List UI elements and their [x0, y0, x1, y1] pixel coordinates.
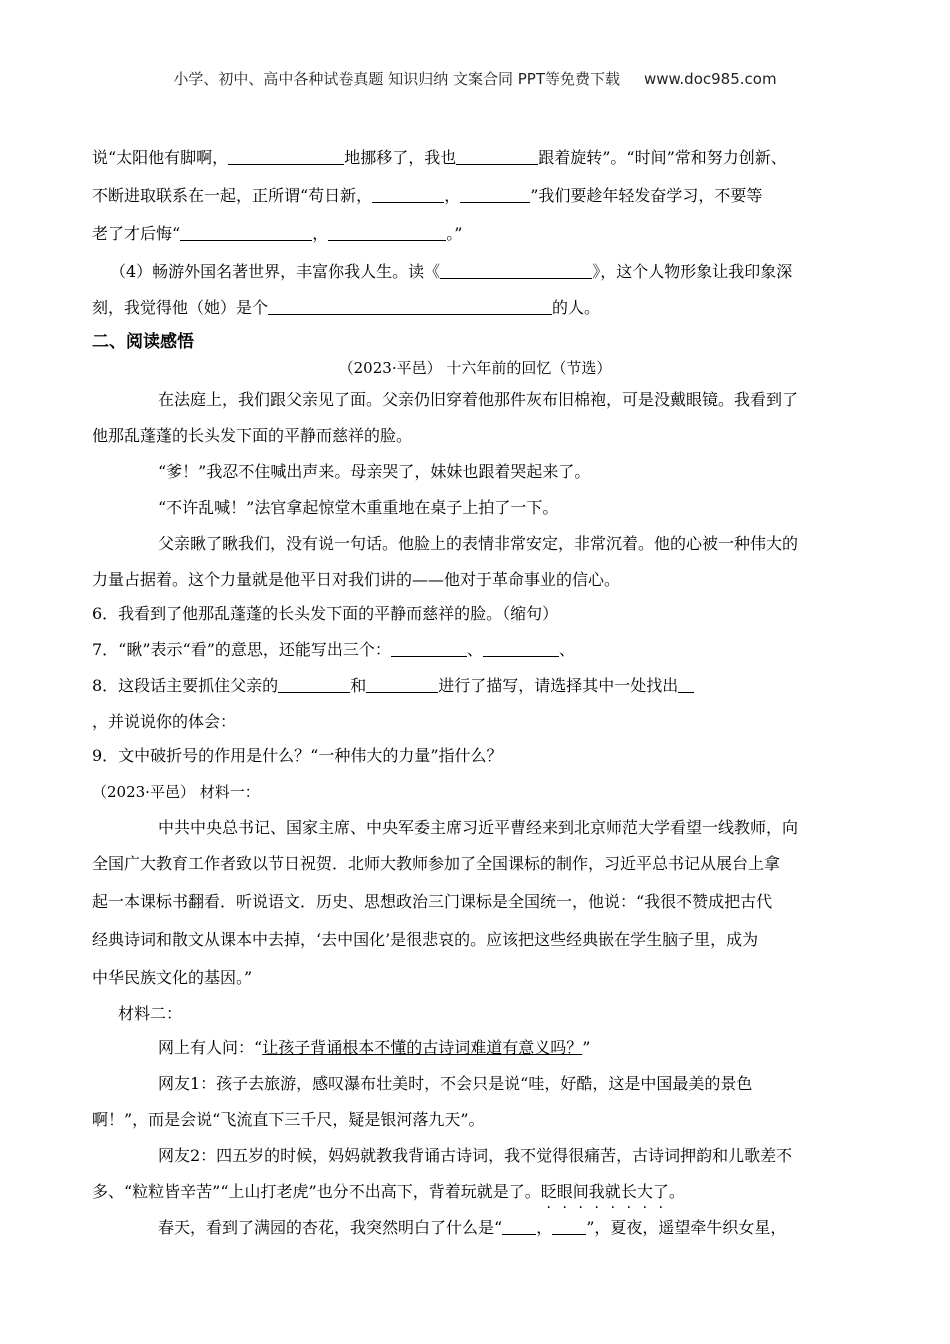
emphasis-char: 了 [652, 1182, 669, 1201]
text-line [92, 184, 862, 208]
paragraph: 父亲瞅了瞅我们，没有说一句话。他脸上的表情非常安定，非常沉着。他的心被一种伟大的 [158, 534, 799, 553]
material-1-label: （2023·平邑） 材料一： [92, 783, 260, 801]
passage-title: （2023·平邑） 十六年前的回忆（节选） [338, 359, 612, 377]
text: 跟着旋转”。“时间”常和努力创新、 [538, 148, 787, 167]
text: 多、“粒粒皆辛苦”“上山打老虎”也分不出高下，背着玩就是了。 [92, 1182, 541, 1201]
blank [228, 146, 344, 165]
paragraph: 网友1：孩子去旅游，感叹瀑布壮美时，不会只是说“哇，好酷，这是中国最美的景色 [158, 1074, 753, 1093]
text: ， [312, 224, 329, 243]
paragraph: 他那乱蓬蓬的长头发下面的平静而慈祥的脸。 [92, 426, 413, 445]
blank [483, 638, 559, 657]
blank [366, 674, 438, 693]
text-line [92, 222, 862, 246]
text-line [92, 296, 862, 320]
question-6: 6．我看到了他那乱蓬蓬的长头发下面的平静而慈祥的脸。（缩句） [92, 604, 559, 623]
text: 刻，我觉得他（她）是个 [92, 298, 269, 317]
question-8-cont: ，并说说你的体会： [92, 712, 237, 731]
material-2-label: 材料二： [118, 1004, 183, 1023]
text: 。 [668, 1182, 685, 1201]
text-line [110, 260, 880, 284]
emphasis-char: 长 [620, 1182, 637, 1201]
emphasis-char: 间 [572, 1182, 589, 1201]
underlined-question: 让孩子背诵根本不懂的古诗词难道有意义吗？ [262, 1038, 583, 1057]
paragraph: 力量占据着。这个力量就是他平日对我们讲的——他对于革命事业的信心。 [92, 570, 621, 589]
paragraph: 起一本课标书翻看．听说语文．历史、思想政治三门课标是全国统一，他说：“我很不赞成把古代 [92, 892, 773, 911]
text: 网上有人问：“ [158, 1038, 263, 1057]
text: 的人。 [552, 298, 601, 317]
text: 、 [466, 640, 483, 659]
text: ” [582, 1038, 591, 1057]
text: 8．这段话主要抓住父亲的 [92, 676, 279, 695]
emphasis-char: 眼 [556, 1182, 573, 1201]
text: ”我们要趁年轻发奋学习，不要等 [530, 186, 763, 205]
text: ”，夏夜，遥望牵牛织女星， [586, 1218, 787, 1237]
emphasis-char: 就 [604, 1182, 621, 1201]
paragraph [92, 1180, 862, 1204]
blank [372, 184, 444, 203]
blank [391, 638, 467, 657]
question-7 [92, 638, 862, 662]
paragraph: “不许乱喊！”法官拿起惊堂木重重地在桌子上拍了一下。 [158, 498, 559, 517]
blank [180, 222, 312, 241]
blank [278, 674, 350, 693]
text: （4）畅游外国名著世界，丰富你我人生。读《 [110, 262, 441, 281]
blank [502, 1216, 536, 1235]
text: 说“太阳他有脚啊， [92, 148, 229, 167]
paragraph: 经典诗词和散文从课本中去掉，‘去中国化’是很悲哀的。应该把这些经典嵌在学生脑子里，成为 [92, 930, 759, 949]
paragraph: 中共中央总书记、国家主席、中央军委主席习近平曹经来到北京师范大学看望一线教师，向 [158, 818, 799, 837]
blank [268, 296, 552, 315]
text: 不断进取联系在一起，正所谓“苟日新， [92, 186, 373, 205]
material-2-question [158, 1036, 862, 1060]
question-8 [92, 674, 862, 698]
emphasis-char: 眨 [540, 1182, 557, 1201]
blank [678, 674, 694, 693]
text: 。” [446, 224, 463, 243]
header-text: 小学、初中、高中各种试卷真题 知识归纳 文案合同 PPT等免费下载 [173, 70, 620, 88]
emphasis-char: 大 [636, 1182, 653, 1201]
paragraph: “爹！”我忍不住喊出声来。母亲哭了，妹妹也跟着哭起来了。 [158, 462, 591, 481]
page-header [0, 68, 950, 89]
blank [328, 222, 446, 241]
emphasis-char: 我 [588, 1182, 605, 1201]
text: 春天，看到了满园的杏花，我突然明白了什么是“ [158, 1218, 503, 1237]
text: 地挪移了，我也 [344, 148, 457, 167]
question-9: 9．文中破折号的作用是什么？“一种伟大的力量”指什么？ [92, 746, 503, 765]
paragraph: 全国广大教育工作者致以节日祝贺．北师大教师参加了全国课标的制作，习近平总书记从展台上拿 [92, 854, 781, 873]
text: 进行了描写，请选择其中一处找出 [438, 676, 679, 695]
paragraph: 在法庭上，我们跟父亲见了面。父亲仍旧穿着他那件灰布旧棉袍，可是没戴眼镜。我看到了 [158, 390, 799, 409]
text: ， [444, 186, 461, 205]
blank [440, 260, 592, 279]
blank [552, 1216, 586, 1235]
paragraph: 网友2：四五岁的时候，妈妈就教我背诵古诗词，我不觉得很痛苦，古诗词押韵和儿歌差不 [158, 1146, 793, 1165]
blank [460, 184, 530, 203]
text-line [92, 146, 862, 170]
text: 、 [558, 640, 575, 659]
text: 7．“瞅”表示“看”的意思，还能写出三个： [92, 640, 391, 659]
text: 和 [350, 676, 367, 695]
text: 》，这个人物形象让我印象深 [592, 262, 793, 281]
paragraph: 啊！”，而是会说“飞流直下三千尺，疑是银河落九天”。 [92, 1110, 485, 1129]
blank [456, 146, 538, 165]
section-heading: 二、阅读感悟 [92, 332, 194, 352]
dotted-emphasis [541, 1182, 669, 1201]
text: ， [536, 1218, 553, 1237]
paragraph: 中华民族文化的基因。” [92, 968, 253, 987]
text: 老了才后悔“ [92, 224, 181, 243]
header-url: www.doc985.com [643, 70, 777, 88]
paragraph [158, 1216, 862, 1240]
